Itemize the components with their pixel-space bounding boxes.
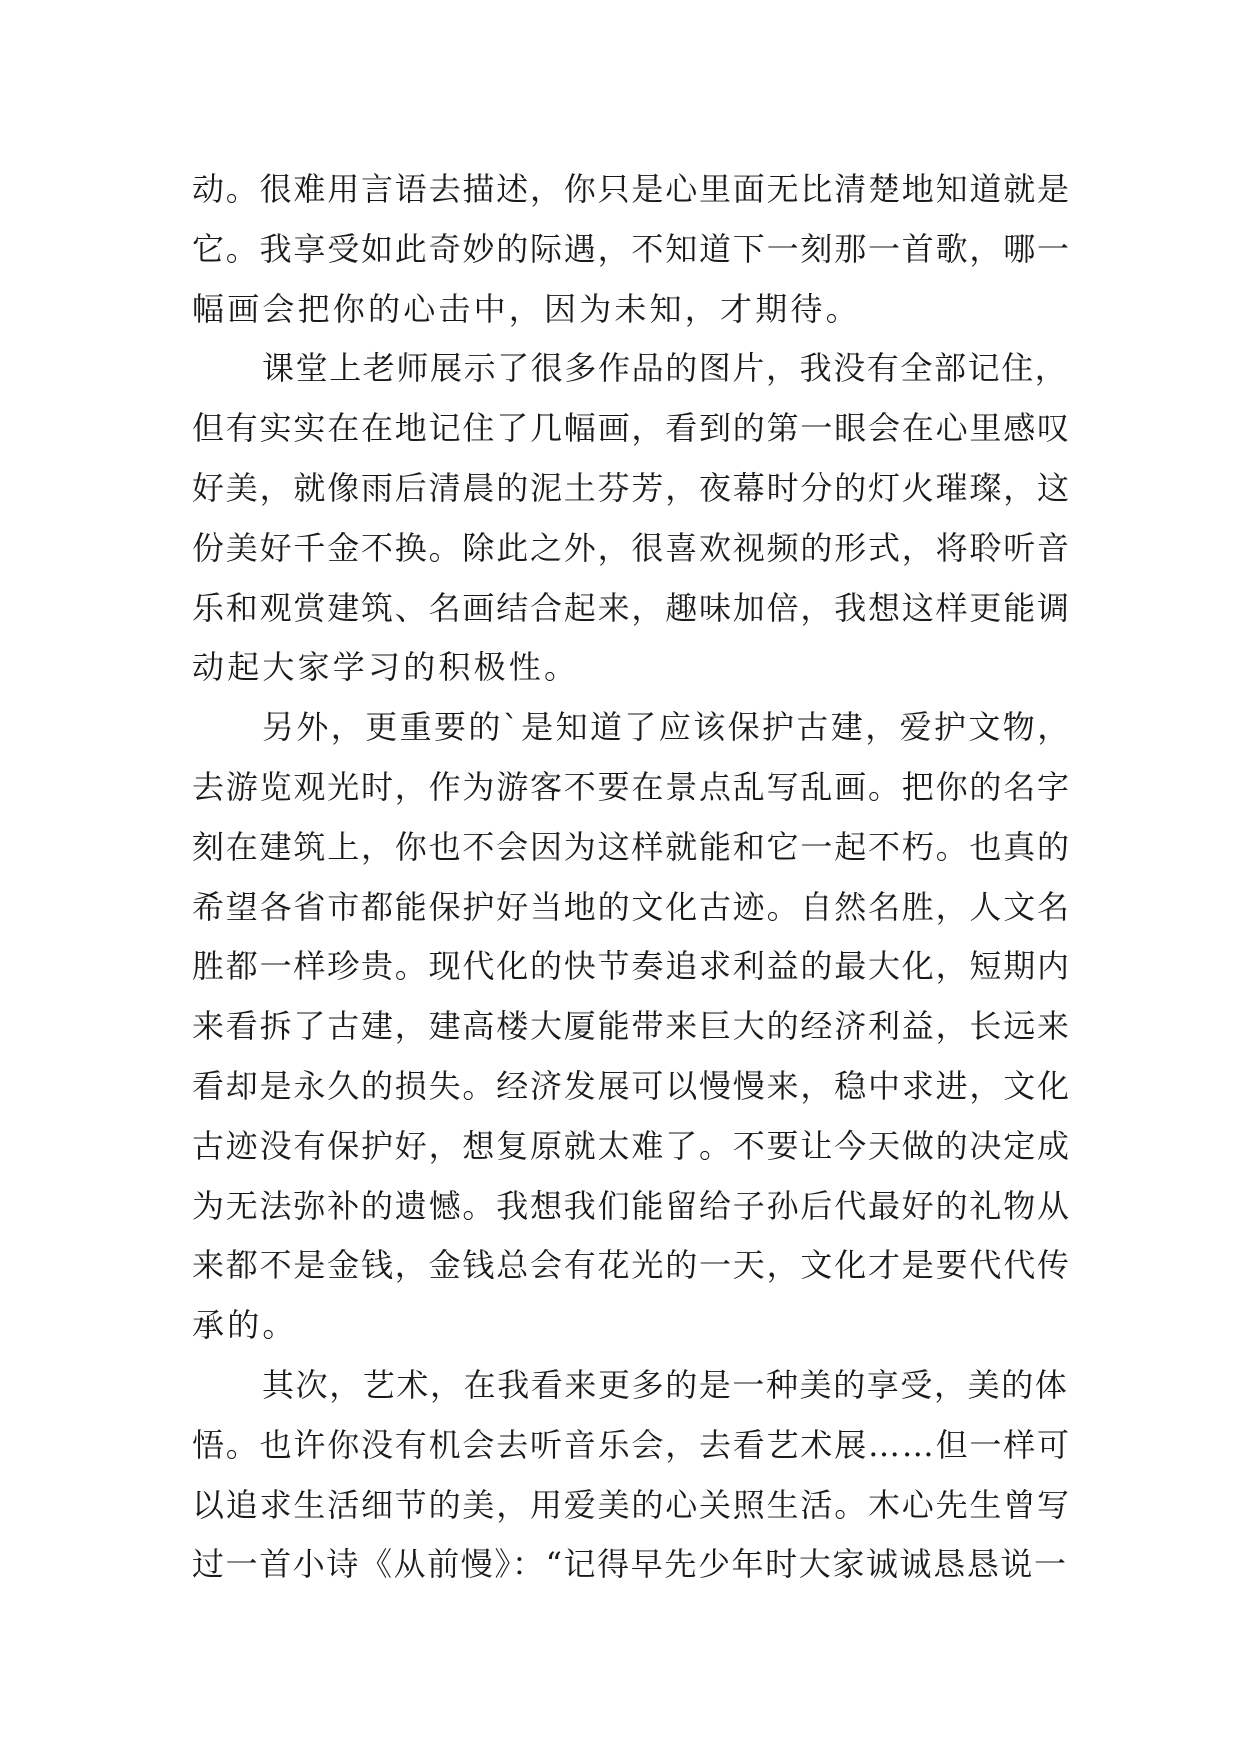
text-line: 承的。 [192, 1306, 298, 1345]
paragraph-first-line: 课堂上老师展示了很多作品的图片，我没有全部记住， [262, 349, 1069, 388]
text-line: 乐和观赏建筑、名画结合起来，趣味加倍，我想这样更能调 [192, 588, 1071, 627]
text-line: 去游览观光时，作为游客不要在景点乱写乱画。把你的名字 [192, 767, 1071, 806]
text-line: 以追求生活细节的美，用爱美的心关照生活。木心先生曾写 [192, 1485, 1071, 1524]
text-line: 来都不是金钱，金钱总会有花光的一天，文化才是要代代传 [192, 1246, 1071, 1285]
paragraph-first-line: 另外，更重要的`是知道了应该保护古建，爱护文物， [262, 708, 1072, 747]
text-line: 好美，就像雨后清晨的泥土芬芳，夜幕时分的灯火璀璨，这 [192, 468, 1071, 507]
text-line: 份美好千金不换。除此之外，很喜欢视频的形式，将聆听音 [192, 528, 1071, 567]
text-line: 看却是永久的损失。经济发展可以慢慢来，稳中求进，文化 [192, 1066, 1071, 1105]
text-line: 动。很难用言语去描述，你只是心里面无比清楚地知道就是 [192, 170, 1071, 208]
text-line: 古迹没有保护好，想复原就太难了。不要让今天做的决定成 [192, 1126, 1071, 1165]
text-line: 为无法弥补的遗憾。我想我们能留给子孙后代最好的礼物从 [192, 1186, 1071, 1225]
text-line: 幅画会把你的心击中，因为未知，才期待。 [192, 289, 861, 328]
text-line: 希望各省市都能保护好当地的文化古迹。自然名胜，人文名 [192, 887, 1071, 926]
document-body-text [192, 160, 1072, 1595]
text-line: 胜都一样珍贵。现代化的快节奏追求利益的最大化，短期内 [192, 947, 1071, 986]
text-line: 过一首小诗《从前慢》：“记得早先少年时大家诚诚恳恳说一 [192, 1545, 1068, 1584]
paragraph-first-line: 其次，艺术，在我看来更多的是一种美的享受，美的体 [262, 1365, 1069, 1404]
text-line: 它。我享受如此奇妙的际遇，不知道下一刻那一首歌，哪一 [192, 229, 1071, 268]
text-line: 刻在建筑上，你也不会因为这样就能和它一起不朽。也真的 [192, 827, 1071, 866]
text-line: 但有实实在在地记住了几幅画，看到的第一眼会在心里感叹 [192, 409, 1071, 448]
text-line: 悟。也许你没有机会去听音乐会，去看艺术展……但一样可 [192, 1425, 1071, 1464]
text-line: 动起大家学习的积极性。 [192, 648, 580, 687]
text-line: 来看拆了古建，建高楼大厦能带来巨大的经济利益，长远来 [192, 1007, 1071, 1046]
